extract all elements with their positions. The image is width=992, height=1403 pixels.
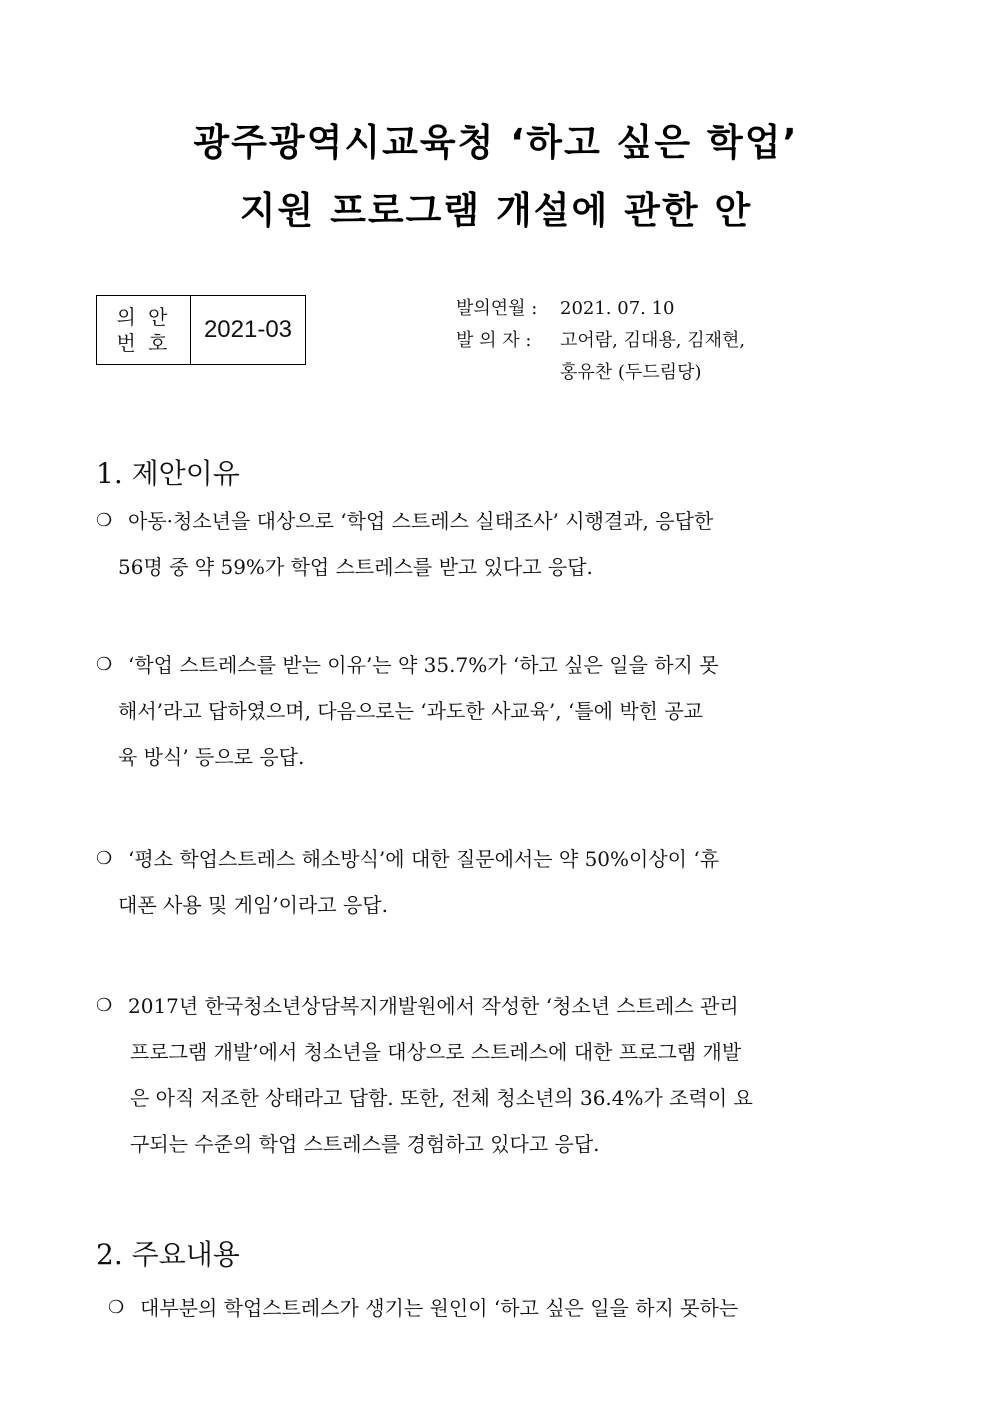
document-title-line2: 지원 프로그램 개설에 관한 안 (239, 189, 753, 232)
bill-label-line2: 번 호 (116, 331, 171, 355)
paragraph-text: 대폰 사용 및 게임’이라고 응답. (118, 893, 388, 917)
paragraph-line (96, 1029, 896, 1075)
paragraph-line (96, 1075, 896, 1121)
proposer-value: 고어람, 김대용, 김재현, (560, 330, 746, 351)
paragraph-text: 구되는 수준의 학업 스트레스를 경험하고 있다고 응답. (130, 1132, 600, 1156)
circle-bullet-icon: ❍ (108, 1297, 125, 1318)
paragraph-line (108, 1285, 896, 1331)
circle-bullet-icon: ❍ (96, 654, 113, 675)
paragraph-text: 은 아직 저조한 상태라고 답함. 또한, 전체 청소년의 36.4%가 조력이 요 (130, 1086, 753, 1110)
paragraph-reason-2 (96, 642, 896, 780)
circle-bullet-icon: ❍ (96, 848, 113, 869)
paragraph-line (96, 544, 896, 590)
paragraph-text: ‘학업 스트레스를 받는 이유’는 약 35.7%가 ‘하고 싶은 일을 하지 못 (128, 653, 719, 677)
paragraph-text: 56명 중 약 59%가 학업 스트레스를 받고 있다고 응답. (118, 555, 593, 579)
section-heading-main-content: 2. 주요내용 (96, 1238, 240, 1271)
proposal-date-row (456, 293, 745, 325)
proposal-date-label: 발의연월 : (456, 298, 544, 319)
circle-bullet-icon: ❍ (96, 995, 113, 1016)
proposer-row-continued (456, 357, 745, 389)
paragraph-main-1 (108, 1285, 896, 1331)
paragraph-line (96, 1121, 896, 1167)
section-heading-reason: 1. 제안이유 (96, 457, 240, 490)
proposal-meta (456, 293, 745, 389)
bill-number-box (96, 295, 306, 365)
paragraph-reason-4 (96, 983, 896, 1167)
proposal-date-value: 2021. 07. 10 (560, 298, 675, 319)
circle-bullet-icon: ❍ (96, 510, 113, 531)
bill-number-label (97, 296, 191, 364)
paragraph-reason-1 (96, 498, 896, 590)
paragraph-line (96, 734, 896, 780)
bill-label-line1: 의 안 (116, 305, 171, 329)
paragraph-line (96, 498, 896, 544)
proposer-label: 발 의 자 : (456, 330, 538, 351)
paragraph-text: 2017년 한국청소년상담복지개발원에서 작성한 ‘청소년 스트레스 관리 (128, 994, 739, 1018)
paragraph-line (96, 836, 896, 882)
paragraph-line (96, 983, 896, 1029)
paragraph-text: 해서’라고 답하였으며, 다음으로는 ‘과도한 사교육’, ‘틀에 박힌 공교 (118, 699, 703, 723)
proposer-value-continued: 홍유찬 (두드림당) (560, 362, 702, 383)
paragraph-text: ‘평소 학업스트레스 해소방식’에 대한 질문에서는 약 50%이상이 ‘휴 (128, 847, 720, 871)
bill-number-value: 2021-03 (203, 316, 293, 343)
paragraph-line (96, 642, 896, 688)
paragraph-reason-3 (96, 836, 896, 928)
paragraph-text: 대부분의 학업스트레스가 생기는 원인이 ‘하고 싶은 일을 하지 못하는 (140, 1296, 739, 1320)
paragraph-text: 육 방식’ 등으로 응답. (118, 745, 305, 769)
paragraph-text: 프로그램 개발’에서 청소년을 대상으로 스트레스에 대한 프로그램 개발 (130, 1040, 742, 1064)
paragraph-text: 아동·청소년을 대상으로 ‘학업 스트레스 실태조사’ 시행결과, 응답한 (128, 509, 714, 533)
paragraph-line (96, 882, 896, 928)
proposer-row (456, 325, 745, 357)
paragraph-line (96, 688, 896, 734)
document-title-line1: 광주광역시교육청 ‘하고 싶은 학업’ (193, 121, 799, 164)
